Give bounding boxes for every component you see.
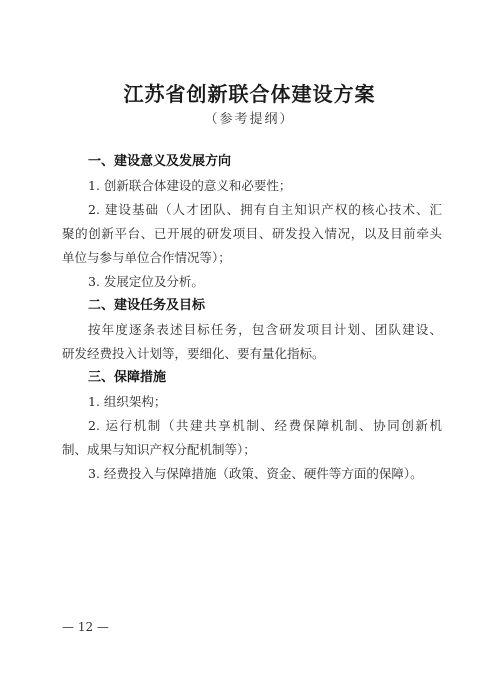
section-heading-1: 一、建设意义及发展方向: [88, 154, 232, 169]
document-title: 江苏省创新联合体建设方案: [123, 82, 376, 106]
section-heading-3: 三、保障措施: [88, 370, 167, 385]
paragraph-line: 2. 运行机制（共建共享机制、经费保障机制、协同创新机: [88, 418, 442, 433]
paragraph-line: 1. 组织架构；: [88, 394, 167, 409]
document-body: [62, 150, 442, 486]
document-subtitle: （参考提纲）: [204, 112, 295, 127]
paragraph-line: 聚的创新平台、已开展的研发项目、研发投入情况，以及目前牵头: [62, 226, 442, 241]
section-heading-2: 二、建设任务及目标: [88, 298, 206, 313]
paragraph-line: 2. 建设基础（人才团队、拥有自主知识产权的核心技术、汇: [88, 202, 442, 217]
paragraph-line: 按年度逐条表述目标任务，包含研发项目计划、团队建设、: [88, 322, 442, 337]
page-number: — 12 —: [62, 620, 109, 634]
paragraph-line: 3. 发展定位及分析。: [88, 274, 204, 289]
paragraph-line: 1. 创新联合体建设的意义和必要性；: [88, 178, 292, 193]
paragraph-line: 研发经费投入计划等，要细化、要有量化指标。: [62, 346, 325, 361]
paragraph-line: 单位与参与单位合作情况等）；: [62, 250, 231, 265]
paragraph-line: 制、成果与知识产权分配机制等）；: [62, 442, 256, 457]
paragraph-line: 3. 经费投入与保障措施（政策、资金、硬件等方面的保障）。: [88, 466, 423, 481]
